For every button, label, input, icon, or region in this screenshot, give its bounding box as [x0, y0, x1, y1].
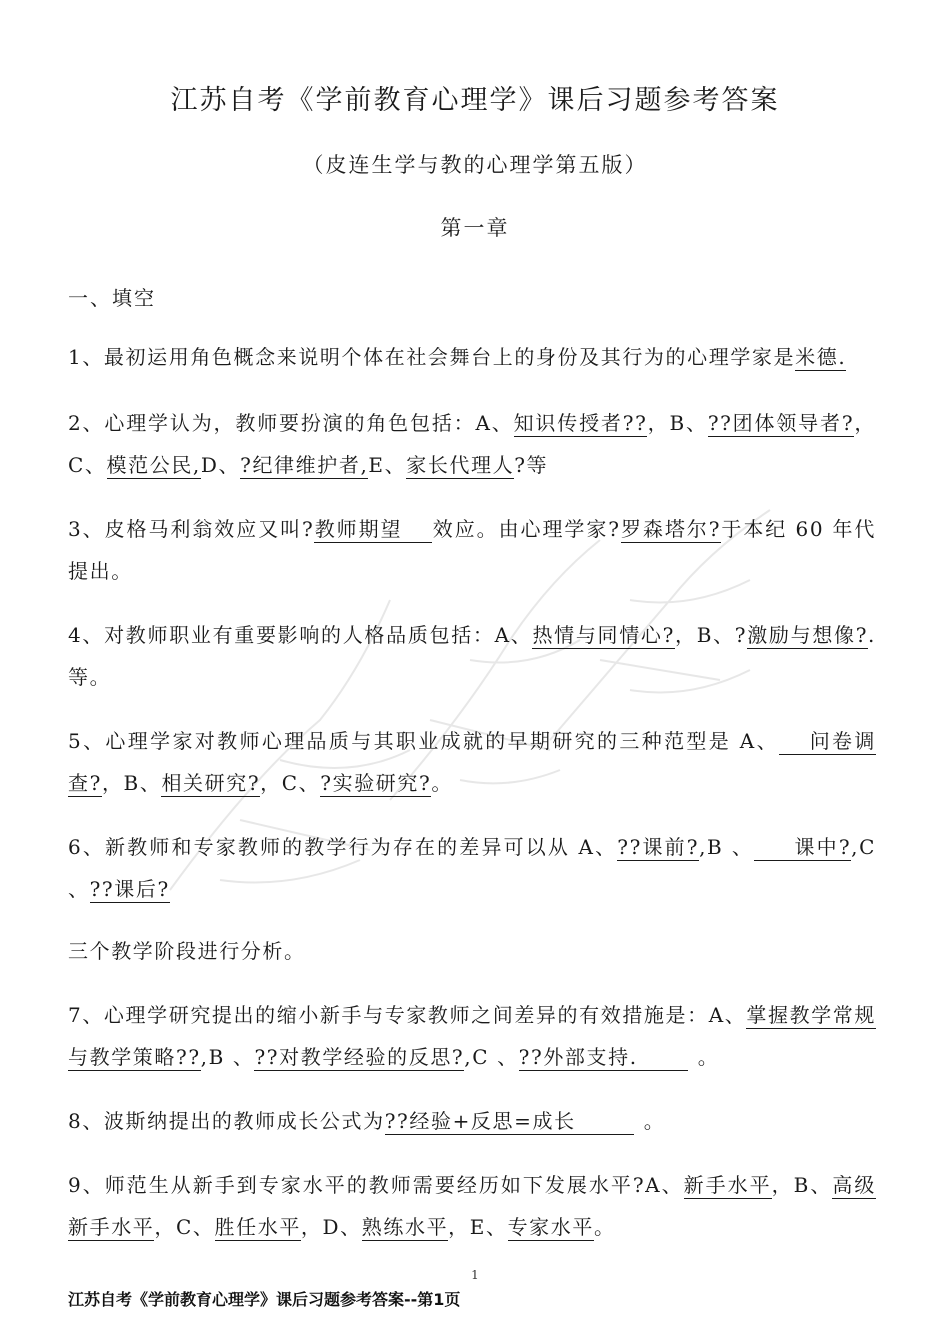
- answer-blank: 高级新手水平: [68, 1173, 876, 1239]
- question-2: 2、心理学认为，教师要扮演的角色包括：A、知识传授者??，B、??团体领导者?，C、模范公民,D、?纪律维护者,E、家长代理人?等: [68, 411, 876, 477]
- question-8: 8、波斯纳提出的教师成长公式为??经验+反思=成长 。: [68, 1109, 666, 1133]
- section-heading: 一、填空: [68, 286, 156, 310]
- answer-blank: ??课前?: [617, 835, 700, 859]
- chapter-heading: 第一章: [440, 216, 510, 240]
- answer-blank: ?纪律维护者,: [240, 453, 369, 477]
- answer-blank: ??课后?: [89, 877, 170, 901]
- answer-blank: 胜任水平: [214, 1215, 301, 1239]
- answer-blank: 掌握教学常规与教学策略??: [68, 1003, 876, 1069]
- question-3: 3、皮格马利翁效应又叫?教师期望 效应。由心理学家?罗森塔尔?于本纪 60 年代提出。: [68, 517, 876, 583]
- answer-blank: ??外部支持.: [519, 1045, 688, 1071]
- document-title: 江苏自考《学前教育心理学》课后习题参考答案: [170, 85, 780, 116]
- answer-blank: 问卷调查?: [68, 729, 876, 795]
- answer-blank: 熟练水平: [361, 1215, 449, 1239]
- answer-blank: 新手水平: [683, 1173, 772, 1197]
- page-footer: 江苏自考《学前教育心理学》课后习题参考答案--第1页: [68, 1290, 461, 1309]
- answer-blank: 米德.: [795, 345, 847, 369]
- question-9: 9、师范生从新手到专家水平的教师需要经历如下发展水平?A、新手水平，B、高级新手水平，C、胜任水平，D、熟练水平，E、专家水平。: [68, 1173, 876, 1239]
- question-7: 7、心理学研究提出的缩小新手与专家教师之间差异的有效措施是：A、掌握教学常规与教学策略??,B 、??对教学经验的反思?,C 、??外部支持. 。: [68, 1003, 876, 1069]
- answer-blank: ??经验+反思=成长: [385, 1109, 634, 1135]
- answer-blank: 激励与想像?: [747, 623, 869, 647]
- question-6-continued: 三个教学阶段进行分析。: [68, 939, 306, 963]
- answer-blank: 课中?: [754, 835, 851, 861]
- answer-blank: ??对教学经验的反思?: [254, 1045, 465, 1069]
- answer-blank: 模范公民,: [106, 453, 201, 477]
- answer-blank: 家长代理人: [406, 453, 515, 477]
- question-1: 1、最初运用角色概念来说明个体在社会舞台上的身份及其行为的心理学家是米德.: [68, 345, 847, 369]
- answer-blank: 罗森塔尔?: [620, 517, 722, 541]
- question-6: 6、新教师和专家教师的教学行为存在的差异可以从 A、??课前?,B 、 课中?,C 、??课后?: [68, 835, 877, 901]
- answer-blank: 专家水平: [507, 1215, 594, 1239]
- page-number: 1: [471, 1268, 479, 1282]
- answer-blank: 相关研究?: [161, 771, 261, 795]
- answer-blank: 知识传授者??: [513, 411, 648, 435]
- answer-blank: 教师期望: [314, 517, 432, 543]
- question-4: 4、对教师职业有重要影响的人格品质包括：A、热情与同情心?，B、?激励与想像?.等。: [68, 623, 876, 689]
- answer-blank: ??团体领导者?: [707, 411, 855, 435]
- answer-blank: 热情与同情心?: [532, 623, 675, 647]
- answer-blank: ?实验研究?: [320, 771, 432, 795]
- question-5: 5、心理学家对教师心理品质与其职业成就的早期研究的三种范型是 A、 问卷调查?，B、相关研究?，C、?实验研究?。: [68, 729, 876, 795]
- document-subtitle: （皮连生学与教的心理学第五版）: [302, 153, 648, 177]
